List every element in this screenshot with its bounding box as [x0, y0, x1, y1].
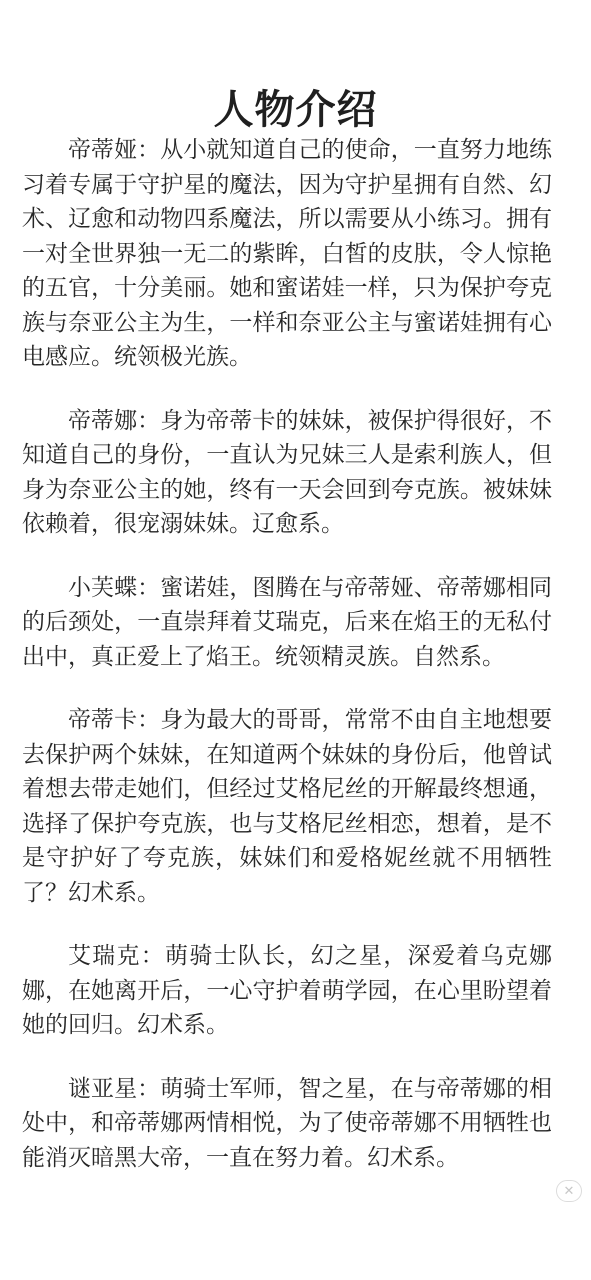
paragraph: 小芙蝶：蜜诺娃，图腾在与帝蒂娅、帝蒂娜相同的后颈处，一直崇拜着艾瑞克，后来在焰王的无私付出中，真正爱上了焰王。统领精灵族。自然系。: [22, 574, 552, 670]
paragraph: 帝蒂娅：从小就知道自己的使命，一直努力地练习着专属于守护星的魔法，因为守护星拥有自然、幻术、辽愈和动物四系魔法，所以需要从小练习。拥有一对全世界独一无二的紫眸，白皙的皮肤，令人惊艳的五官，十分美丽。她和蜜诺娃一样，只为保护夸克族与奈亚公主为生，一样和奈亚公主与蜜诺娃拥有心电感应。统领极光族。: [22, 137, 552, 370]
paragraph: 谜亚星：萌骑士军师，智之星，在与帝蒂娜的相处中，和帝蒂娜两情相悦，为了使帝蒂娜不用牺牲也能消灭暗黑大帝，一直在努力着。幻术系。: [22, 1075, 552, 1171]
close-icon: ✕: [563, 1183, 575, 1199]
article-body[interactable]: [22, 133, 552, 1178]
paragraph: 帝蒂卡：身为最大的哥哥，常常不由自主地想要去保护两个妹妹，在知道两个妹妹的身份后，他曾试着想去带走她们，但经过艾格尼丝的开解最终想通，选择了保护夸克族，也与艾格尼丝相恋，想着，是不是守护好了夸克族，妹妹们和爱格妮丝就不用牺牲了？幻术系。: [22, 707, 552, 906]
paragraph: 帝蒂娜：身为帝蒂卡的妹妹，被保护得很好，不知道自己的身份，一直认为兄妹三人是索利族人，但身为奈亚公主的她，终有一天会回到夸克族。被妹妹依赖着，很宠溺妹妹。辽愈系。: [22, 407, 552, 537]
page-title: 人物介绍: [213, 86, 378, 133]
close-button[interactable]: [556, 1180, 582, 1202]
paragraph: 艾瑞克：萌骑士队长，幻之星，深爱着乌克娜娜，在她离开后，一心守护着萌学园，在心里盼望着她的回归。幻术系。: [22, 943, 552, 1038]
